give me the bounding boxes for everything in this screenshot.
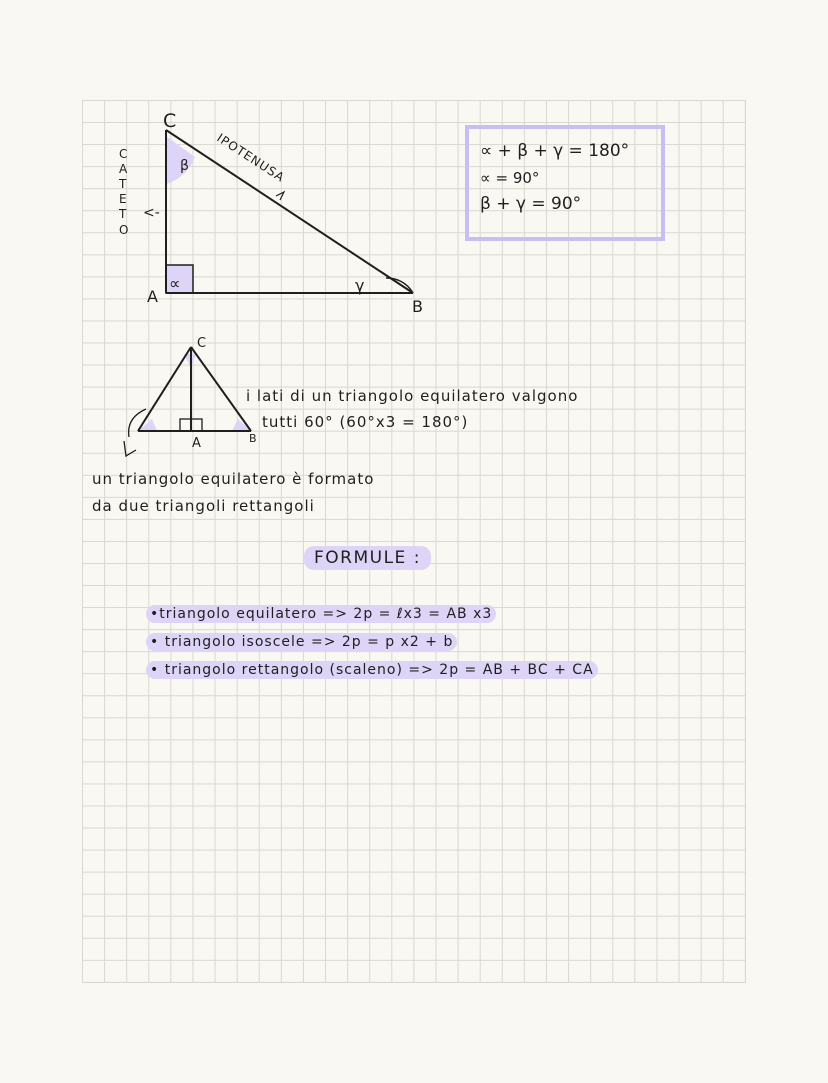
equilateral-note-line1: i lati di un triangolo equilatero valgono [246,387,579,405]
formula-equilateral [146,606,496,622]
cateto-letter: E [119,192,127,206]
cateto-letter: T [119,177,127,191]
cateto-letter: C [119,147,128,161]
ipotenusa-label: IPOTENUSA [214,130,288,185]
angle-sum-line2: ∝ = 90° [480,169,540,187]
formula-equilateral-text: •triangolo equilatero => 2p = ℓx3 = AB x3 [146,605,496,623]
angle-alpha-label: ∝ [169,274,181,293]
eq-vertex-c-label: C [197,336,207,351]
angle-sum-line3: β + γ = 90° [480,194,582,214]
hypotenuse-arrow [276,192,284,200]
vertex-c-label: C [163,110,177,132]
cateto-letter: O [119,223,129,237]
composition-note-line1: un triangolo equilatero è formato [92,470,375,488]
angle-sum-line1: ∝ + β + γ = 180° [480,141,630,161]
vertex-b-label: B [412,297,423,316]
cateto-letter: A [119,162,128,176]
formula-rettangolo-text: • triangolo rettangolo (scaleno) => 2p = AB + BC + CA [146,661,598,679]
vertex-a-label: A [147,287,158,306]
formula-isoscele-text: • triangolo isoscele => 2p = p x2 + b [146,633,457,651]
equilateral-triangle [124,347,251,456]
cateto-letter: T [119,207,127,221]
eq-vertex-b-label: B [249,432,257,445]
formule-title: FORMULE : [304,546,431,570]
eq-angle-shading-right [232,419,251,431]
eq-vertex-a-label: A [192,436,201,451]
equilateral-note-line2: tutti 60° (60°x3 = 180°) [262,413,469,431]
angle-beta-label: β [180,158,189,174]
angle-gamma-label: γ [355,276,365,295]
eq-split-arrow-head [124,441,136,456]
cateto-arrow: <- [143,205,160,221]
hypotenuse-line [166,130,413,293]
formula-rettangolo [146,662,598,678]
composition-note-line2: da due triangoli rettangoli [92,497,315,515]
right-triangle [166,130,413,293]
cateto-vertical-text [118,147,128,237]
formula-isoscele [146,634,457,650]
